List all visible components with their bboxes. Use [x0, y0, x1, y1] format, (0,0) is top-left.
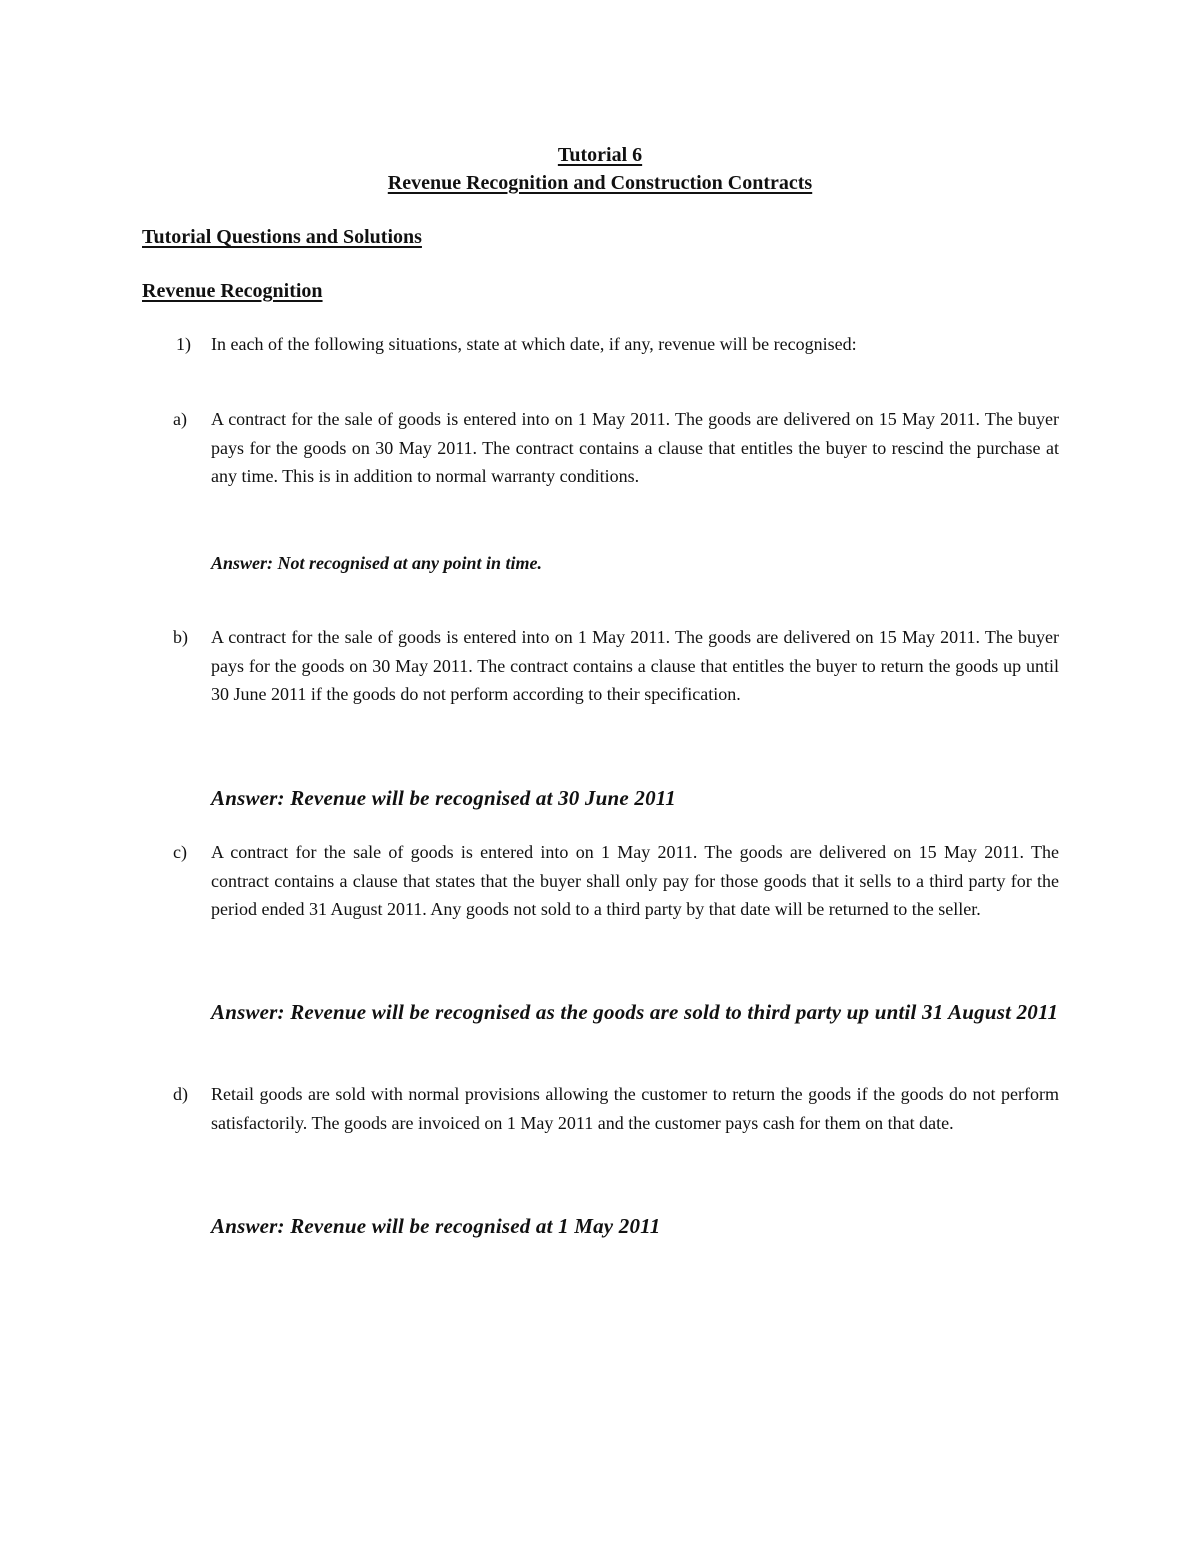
item-a-marker: a) [173, 409, 187, 429]
item-d-text: Retail goods are sold with normal provisions allowing the customer to return the goods if the goods do not perform satisfactorily. The goods are invoiced on 1 May 2011 and the customer pays cash for them on that date. [211, 1084, 1059, 1133]
item-c-marker: c) [173, 842, 187, 862]
question-number: 1) [176, 334, 191, 354]
item-c-answer: Answer: Revenue will be recognised as the goods are sold to third party up until 31 August 2011 [211, 1000, 1059, 1024]
subsection-heading: Revenue Recognition [142, 280, 323, 302]
item-b-marker: b) [173, 627, 188, 647]
item-a-answer: Answer: Not recognised at any point in time. [211, 553, 543, 573]
section-heading: Tutorial Questions and Solutions [142, 226, 422, 248]
item-b-text: A contract for the sale of goods is entered into on 1 May 2011. The goods are delivered on 15 May 2011. The buyer pays for the goods on 30 May 2011. The contract contains a clause that entitles the buyer to return the goods up until 30 June 2011 if the goods do not perform according to their specification. [211, 627, 1059, 704]
item-d-answer: Answer: Revenue will be recognised at 1 May 2011 [211, 1214, 661, 1238]
tutorial-title: Tutorial 6 [557, 144, 643, 166]
tutorial-subtitle: Revenue Recognition and Construction Contracts [387, 172, 813, 194]
item-d-marker: d) [173, 1084, 188, 1104]
item-c-text: A contract for the sale of goods is entered into on 1 May 2011. The goods are delivered on 15 May 2011. The contract contains a clause that states that the buyer shall only pay for those goods that it sells to a third party for the period ended 31 August 2011. Any goods not sold to a third party by that date will be returned to the seller. [211, 842, 1059, 919]
item-b-answer: Answer: Revenue will be recognised at 30 June 2011 [211, 786, 677, 810]
item-a-text: A contract for the sale of goods is entered into on 1 May 2011. The goods are delivered on 15 May 2011. The buyer pays for the goods on 30 May 2011. The contract contains a clause that entitles the buyer to rescind the purchase at any time. This is in addition to normal warranty conditions. [211, 409, 1059, 486]
question-text: In each of the following situations, state at which date, if any, revenue will be recognised: [211, 334, 857, 354]
